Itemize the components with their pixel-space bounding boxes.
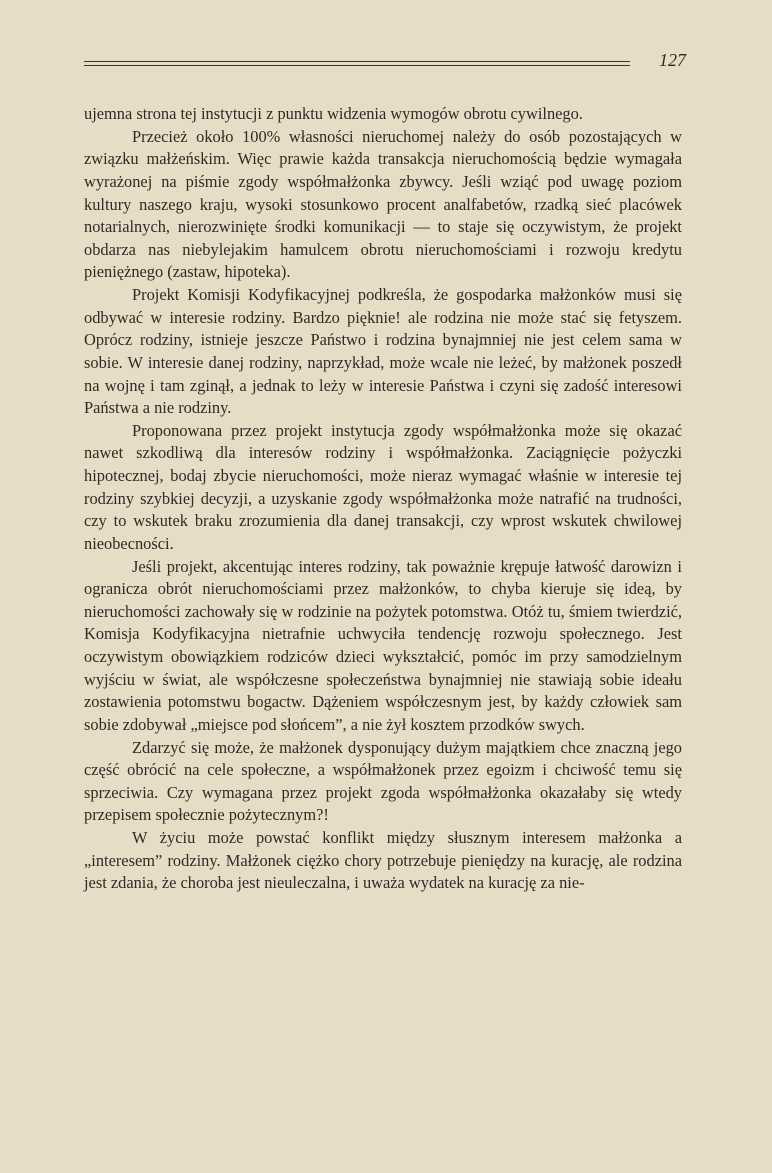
paragraph: Zdarzyć się może, że małżonek dysponujący dużym majątkiem chce znaczną jego część obrócić na cele społeczne, a współmałżonek przez egoizm i chciwość temu się sprzeciwia. Czy wymagana przez projekt zgoda współmałżonka okazałaby się wtedy przepisem społecznie pożytecznym?!	[84, 737, 682, 825]
page-number: 127	[659, 50, 686, 70]
paragraph: Przecież około 100% własności nieruchomej należy do osób pozostających w związku małżeńskim. Więc prawie każda transakcja nieruchomością będzie wymagała wyrażonej na piśmie zgody współmałżonka zbywcy. Jeśli wziąć pod uwagę poziom kultury naszego kraju, wysoki stosunkowo procent analfabetów, rzadką sieć placówek notarialnych, nierozwinięte środki komunikacji — to staje się oczywistym, że projekt obdarza nas niebylejakim hamulcem obrotu nieruchomościami i rozwoju kredytu pieniężnego (zastaw, hipoteka).	[84, 126, 682, 282]
body-text	[84, 103, 682, 895]
header-rule	[84, 61, 630, 62]
page-header	[84, 50, 686, 76]
paragraph: Jeśli projekt, akcentując interes rodziny, tak poważnie krępuje łatwość darowizn i ogranicza obrót nieruchomościami przez małżonków, to chyba kieruje się ideą, by nieruchomości zachowały się w rodzinie na pożytek potomstwa. Otóż tu, śmiem twierdzić, Komisja Kodyfikacyjna nietrafnie uchwyciła tendencję rozwoju społecznego. Jest oczywistym obowiązkiem rodziców dzieci wykształcić, pomóc im przy samodzielnym wyjściu w świat, ale współczesne społeczeństwa bynajmniej nie stawiają sobie ideału zostawienia potomstwu bogactw. Dążeniem współczesnym jest, by każdy człowiek sam sobie zdobywał „miejsce pod słońcem”, a nie żył kosztem przodków swych.	[84, 556, 682, 734]
paragraph: Proponowana przez projekt instytucja zgody współmałżonka może się okazać nawet szkodliwą dla interesów rodziny i współmałżonka. Zaciągnięcie pożyczki hipotecznej, bodaj zbycie nieruchomości, może nieraz wymagać właśnie w interesie tej rodziny szybkiej decyzji, a uzyskanie zgody współmałżonka może natrafić na trudności, czy to wskutek braku zrozumienia dla danej transakcji, czy wprost wskutek chwilowej nieobecności.	[84, 420, 682, 553]
paragraph: W życiu może powstać konflikt między słusznym interesem małżonka a „interesem” rodziny. Małżonek ciężko chory potrzebuje pieniędzy na kurację, ale rodzina jest zdania, że choroba jest nieuleczalna, i uważa wydatek na kurację za nie-	[84, 828, 682, 893]
paragraph: Projekt Komisji Kodyfikacyjnej podkreśla, że gospodarka małżonków musi się odbywać w interesie rodziny. Bardzo pięknie! ale rodzina nie może stać się fetyszem. Oprócz rodziny, istnieje jeszcze Państwo i rodzina bynajmniej nie jest celem sama w sobie. W interesie danej rodziny, naprzykład, może wcale nie leżeć, by małżonek poszedł na wojnę i tam zginął, a jednak to leży w interesie Państwa i czyni się zadość interesowi Państwa a nie rodziny.	[84, 285, 682, 418]
paragraph: ujemna strona tej instytucji z punktu widzenia wymogów obrotu cywilnego.	[84, 104, 583, 123]
header-rule	[84, 65, 630, 66]
